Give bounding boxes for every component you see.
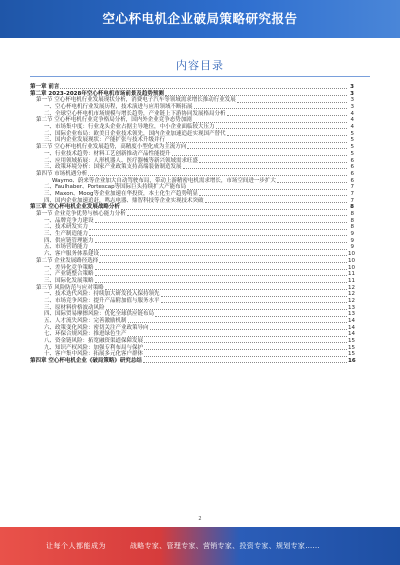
- toc-entry[interactable]: [30, 104, 354, 111]
- toc-entry-text: 四、国际贸易摩擦风险：优化全球供应链布局: [44, 311, 155, 318]
- toc-entry-page: 7: [350, 184, 354, 191]
- toc-leader-dots: [128, 336, 347, 337]
- toc-leader-dots: [227, 135, 347, 136]
- toc-heading: 内容目录: [176, 59, 224, 72]
- toc-leader-dots: [100, 255, 347, 256]
- toc-leader-dots: [187, 148, 347, 149]
- toc-entry-page: 12: [348, 291, 355, 298]
- toc-entry-text: 一、行业技术趋势：材料工艺创新推动产品性能提升: [44, 150, 171, 157]
- toc-entry-text: 二、应用领域拓展：人形机器人、医疗器械等新兴领域需求旺盛: [44, 157, 199, 164]
- toc-entry-page: 5: [350, 130, 354, 137]
- toc-entry-text: 第一节 空心杯电机行业发展现状分析，消费电子汽车等领域需求增长推动行业发展: [36, 97, 236, 104]
- toc-entry-text: 五、市场营销能力: [44, 244, 89, 251]
- toc-leader-dots: [95, 222, 347, 223]
- toc-leader-dots: [106, 309, 347, 310]
- toc-entry-page: 9: [350, 231, 354, 238]
- toc-entry-page: 15: [348, 338, 355, 345]
- toc-entry-text: Waymo、蔚来等企业加大自动驾驶布局，带动上游精密电机需求增长，市场空间进一步扩大: [52, 177, 276, 184]
- toc-entry-text: 三、政策环境分析：国家产业政策支持高端装备制造发展: [44, 164, 182, 171]
- toc-entry-text: 第三节 空心杯电机行业发展趋势，高精度小型化成为主流方向: [36, 144, 187, 151]
- toc-leader-dots: [121, 209, 347, 210]
- toc-entry-page: 10: [348, 264, 355, 271]
- toc-leader-dots: [205, 202, 347, 203]
- toc-leader-dots: [60, 88, 347, 89]
- toc-entry-text: 九、知识产权风险：加强专利布局与保护: [44, 344, 144, 351]
- toc-leader-dots: [143, 362, 347, 363]
- toc-leader-dots: [187, 189, 347, 190]
- toc-entry-text: 一、市场集中度：行业龙头企业占据主导地位，中小企业面临较大压力: [44, 124, 215, 131]
- toc-entry-page: 8: [350, 217, 354, 224]
- toc-entry[interactable]: [30, 291, 354, 298]
- toc-entry-page: 5: [350, 144, 354, 151]
- toc-leader-dots: [216, 128, 347, 129]
- toc-leader-dots: [128, 322, 347, 323]
- toc-entry[interactable]: [30, 171, 354, 178]
- toc-entry[interactable]: [30, 231, 354, 238]
- header-bar: [0, 0, 400, 38]
- toc-entry[interactable]: [30, 258, 354, 265]
- toc-entry[interactable]: [30, 191, 354, 198]
- toc-leader-dots: [99, 262, 347, 263]
- toc-entry-text: 十、客户集中风险：拓展多元化客户群体: [44, 351, 144, 358]
- toc-entry[interactable]: [30, 251, 354, 258]
- toc-divider: [30, 76, 370, 77]
- toc-entry-page: 3: [350, 90, 354, 97]
- toc-entry-text: 四、供应链管理能力: [44, 237, 94, 244]
- toc-leader-dots: [193, 122, 347, 123]
- toc-leader-dots: [199, 162, 347, 163]
- toc-entry-page: 16: [348, 358, 356, 365]
- toc-entry-text: 六、客户服务体系建设: [44, 251, 100, 258]
- toc-entry-text: 二、产业链整合策略: [44, 271, 94, 278]
- toc-entry-page: 3: [350, 97, 354, 104]
- toc-entry-page: 14: [348, 318, 355, 325]
- toc-entry-page: 3: [350, 83, 354, 90]
- toc-entry-text: 第二节 空心杯电机行业竞争格局分析，国内外企业竞争态势加剧: [36, 117, 192, 124]
- toc-leader-dots: [95, 282, 347, 283]
- toc-entry-page: 13: [348, 311, 355, 318]
- toc-entry-text: 一、技术迭代风险：持续加大研发投入保持领先: [44, 291, 160, 298]
- toc-leader-dots: [88, 175, 347, 176]
- toc-entry-text: 五、人才流失风险：完善激励机制: [44, 318, 127, 325]
- toc-entry-page: 8: [350, 224, 354, 231]
- toc-leader-dots: [105, 289, 347, 290]
- toc-entry[interactable]: [30, 164, 354, 171]
- toc-entry-page: 15: [348, 351, 355, 358]
- toc-leader-dots: [95, 275, 347, 276]
- toc-leader-dots: [161, 296, 347, 297]
- toc-leader-dots: [194, 108, 347, 109]
- toc-entry-page: 8: [350, 204, 354, 211]
- toc-leader-dots: [144, 356, 347, 357]
- toc-entry-page: 7: [350, 197, 354, 204]
- toc-entry-page: 7: [350, 190, 354, 197]
- toc-entry-text: 二、市场竞争风险：提升产品附加值与服务水平: [44, 297, 160, 304]
- toc-entry-text: 第一节 企业竞争优势与核心能力分析: [36, 211, 126, 218]
- toc-leader-dots: [227, 115, 347, 116]
- toc-entry-text: 一、品牌竞争力建设: [44, 217, 94, 224]
- toc-entry-page: 11: [348, 277, 355, 284]
- toc-entry-text: 一、差异化竞争策略: [44, 264, 94, 271]
- page-number: 2: [198, 516, 202, 522]
- toc-entry-text: 一、空心杯电机行业发展历程，技术演进与应用领域不断拓展: [44, 104, 193, 111]
- toc-entry-page: 9: [350, 244, 354, 251]
- toc-leader-dots: [165, 95, 347, 96]
- toc-entry-text: 三、国内企业发展现状：产能扩张与技术升级并行: [44, 137, 166, 144]
- toc-leader-dots: [150, 329, 347, 330]
- toc-entry[interactable]: [30, 151, 354, 158]
- toc-leader-dots: [237, 102, 347, 103]
- table-of-contents: [30, 84, 354, 365]
- toc-entry-text: 二、全球空心杯电机市场规模与增长趋势，产业链上下游协同发展格局分析: [44, 110, 226, 117]
- toc-entry-text: 二、技术研发实力: [44, 224, 89, 231]
- toc-leader-dots: [199, 195, 347, 196]
- toc-leader-dots: [89, 229, 347, 230]
- toc-entry-page: 3: [350, 104, 354, 111]
- toc-entry-page: 13: [348, 304, 355, 311]
- toc-entry-page: 8: [350, 211, 354, 218]
- toc-entry-text: 第四节 市场机遇分析: [36, 170, 88, 177]
- toc-entry[interactable]: [30, 318, 354, 325]
- toc-entry-page: 10: [348, 257, 355, 264]
- toc-entry[interactable]: [30, 84, 354, 91]
- toc-entry-page: 11: [348, 271, 355, 278]
- toc-entry-text: 第三节 风险防范与应对策略: [36, 284, 104, 291]
- toc-entry-page: 6: [350, 157, 354, 164]
- toc-entry-page: 14: [348, 331, 355, 338]
- toc-leader-dots: [144, 349, 347, 350]
- toc-entry-page: 5: [350, 150, 354, 157]
- toc-entry-page: 6: [350, 164, 354, 171]
- toc-entry-page: 9: [350, 237, 354, 244]
- toc-entry-text: 第四章 空心杯电机企业《破局策略》研究总结: [30, 358, 142, 365]
- toc-leader-dots: [127, 215, 347, 216]
- toc-leader-dots: [183, 168, 347, 169]
- toc-entry-page: 4: [350, 117, 354, 124]
- toc-entry-page: 6: [350, 177, 354, 184]
- toc-entry-page: 15: [348, 344, 355, 351]
- toc-entry-text: 六、政策变化风险：密切关注产业政策导向: [44, 324, 149, 331]
- toc-leader-dots: [89, 235, 347, 236]
- toc-entry[interactable]: [30, 298, 354, 305]
- toc-entry-page: 14: [348, 324, 355, 331]
- toc-entry-page: 12: [348, 284, 355, 291]
- toc-entry[interactable]: [30, 358, 354, 365]
- toc-entry[interactable]: [30, 124, 354, 131]
- toc-leader-dots: [89, 249, 347, 250]
- toc-entry[interactable]: [30, 338, 354, 345]
- toc-leader-dots: [277, 182, 347, 183]
- toc-entry[interactable]: [30, 278, 354, 285]
- toc-entry-text: 第一章 前言: [30, 83, 60, 90]
- toc-entry-text: 二、Faulhaber、Portescap等国际巨头持续扩大产能布局: [44, 184, 187, 191]
- toc-entry-text: 第二章 2023-2028年空心杯电机市场前景及趋势预测: [30, 90, 164, 97]
- toc-entry-page: 4: [350, 110, 354, 117]
- toc-entry-text: 三、生产制造能力: [44, 231, 89, 238]
- toc-entry[interactable]: [30, 184, 354, 191]
- toc-entry-text: 三、原材料价格波动风险: [44, 304, 105, 311]
- toc-entry-page: 10: [348, 251, 355, 258]
- toc-entry-text: 八、资金链风险：拓宽融资渠道保障发展: [44, 338, 144, 345]
- footer-slogan: 让每个人都能成为: [46, 542, 106, 550]
- toc-entry-text: 第三章 空心杯电机企业发展战略分析: [30, 204, 120, 211]
- report-title: 空心杯电机企业破局策略研究报告: [102, 11, 298, 26]
- toc-leader-dots: [144, 342, 347, 343]
- toc-entry[interactable]: [30, 144, 354, 151]
- toc-entry-page: 6: [350, 170, 354, 177]
- toc-entry-text: 四、国内企业加速追赶，鸣志电器、鼎智科技等企业实现技术突破: [44, 197, 204, 204]
- toc-entry[interactable]: [30, 271, 354, 278]
- footer-roles: 战略专家、管理专家、营销专家、投资专家、规划专家……: [130, 542, 320, 550]
- toc-leader-dots: [95, 269, 347, 270]
- toc-entry-page: 5: [350, 137, 354, 144]
- toc-leader-dots: [155, 316, 347, 317]
- toc-entry-text: 第二节 企业发展路径选择: [36, 257, 99, 264]
- toc-entry-text: 三、Maxon、Moog等企业加速在华投资，本土化生产趋势明显: [44, 190, 199, 197]
- toc-entry-text: 二、国际企业布局：欧美日企业技术领先，国内企业加速追赶实现国产替代: [44, 130, 226, 137]
- toc-entry-page: 12: [348, 297, 355, 304]
- toc-leader-dots: [95, 242, 347, 243]
- footer-bar: [0, 527, 400, 565]
- toc-entry-text: 七、环保合规风险：推进绿色生产: [44, 331, 127, 338]
- toc-entry-text: 三、国际化发展策略: [44, 277, 94, 284]
- toc-entry-page: 4: [350, 124, 354, 131]
- toc-leader-dots: [166, 142, 347, 143]
- toc-leader-dots: [161, 302, 347, 303]
- toc-entry[interactable]: [30, 211, 354, 218]
- toc-leader-dots: [172, 155, 347, 156]
